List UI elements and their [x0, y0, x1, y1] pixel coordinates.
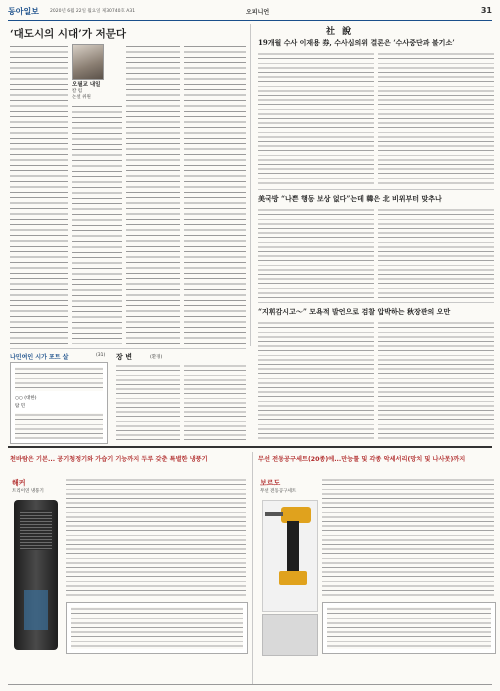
poll-tag: (31)	[96, 353, 106, 358]
poll-title: 나민여인 시가 포트 살	[10, 354, 69, 361]
poll-option-1[interactable]: ○○ (대한)	[15, 396, 37, 401]
essay-subtitle: (환경)	[150, 355, 163, 360]
editorial-2-body-a	[258, 208, 374, 300]
column-body-2	[72, 104, 122, 344]
column-divider	[250, 24, 251, 346]
ad-column-divider	[252, 452, 253, 684]
section-divider	[10, 348, 246, 349]
ad-divider	[8, 446, 492, 448]
ad-2-product: 무선 전동공구세트	[260, 489, 297, 494]
essay-body-a	[116, 364, 180, 442]
drill-bit-icon	[265, 512, 283, 516]
columnist-role: 논설 위원	[72, 95, 91, 100]
editorial-headline-1: 19개월 수사 이재용 券, 수사심의위 결론은 ‘수사중단과 불기소’	[258, 38, 455, 47]
editorial-1-body-a	[258, 52, 374, 187]
ad-1-product-image	[14, 500, 58, 650]
section-title: 오피니언	[246, 9, 270, 16]
issue-date: 2020년 6월 22일 월요일 제30740호 A31	[50, 9, 136, 14]
column-body-3	[126, 44, 180, 344]
ad-1-body	[66, 478, 246, 598]
editorial-divider-2	[258, 302, 494, 303]
ad-2-brand: 보르도	[260, 479, 281, 487]
editorial-label: 社 說	[326, 27, 354, 37]
column-kicker: 칼 럼	[72, 89, 83, 94]
editorial-2-body-b	[378, 208, 494, 300]
columnist-photo	[72, 44, 104, 80]
ad-2-body	[322, 478, 494, 598]
page-bottom-rule	[8, 684, 492, 685]
ad-1-brand: 해커	[12, 479, 26, 487]
newspaper-logo: 동아일보	[8, 6, 39, 16]
editorial-3-body-a	[258, 321, 374, 441]
ad-1-tank	[24, 590, 48, 630]
essay-body-b	[184, 364, 246, 442]
ad-1-order-box[interactable]	[66, 602, 248, 654]
column-body-4	[184, 44, 246, 344]
ad-1-product: 트리이연 냉풍기	[12, 489, 44, 494]
columnist-name: 오필교 내일	[72, 82, 101, 88]
ad-2-product-image	[262, 500, 318, 612]
ad-2-headline[interactable]: 무선 전동공구세트(20종)에...만능툴 및 각종 악세서리(망치 및 나사못)까지	[258, 456, 466, 463]
poll-box	[10, 362, 108, 444]
drill-handle-icon	[287, 521, 299, 571]
editorial-1-body-b	[378, 52, 494, 187]
poll-question	[15, 367, 103, 391]
ad-2-order-text	[327, 607, 491, 649]
ad-1-grille	[20, 510, 52, 550]
poll-option-2[interactable]: 탐 민	[15, 404, 26, 409]
essay-title: 장 변	[116, 352, 132, 361]
poll-results	[15, 413, 103, 439]
ad-2-order-box[interactable]	[322, 602, 496, 654]
column-body-1	[10, 44, 68, 344]
editorial-divider-1	[258, 189, 494, 190]
column-headline: ‘대도시의 시대’가 저문다	[10, 28, 127, 40]
masthead	[8, 6, 492, 21]
editorial-3-body-b	[378, 321, 494, 441]
ad-2-accessory-image	[262, 614, 318, 656]
ad-1-order-text	[71, 607, 243, 649]
page-number: 31	[480, 6, 492, 15]
editorial-headline-3: “지휘감시고～” 모욕적 발언으로 검찰 압박하는 秋장관의 오만	[258, 307, 451, 316]
ad-1-headline[interactable]: 천바람은 기본... 공기청정기와 가습기 기능까지 두루 갖춘 특별한 냉풍기	[10, 456, 208, 463]
editorial-headline-2: 美국방 “나쁜 행동 보상 없다”는데 韓은 北 비위부터 맞추나	[258, 194, 442, 203]
drill-battery-icon	[279, 571, 307, 585]
